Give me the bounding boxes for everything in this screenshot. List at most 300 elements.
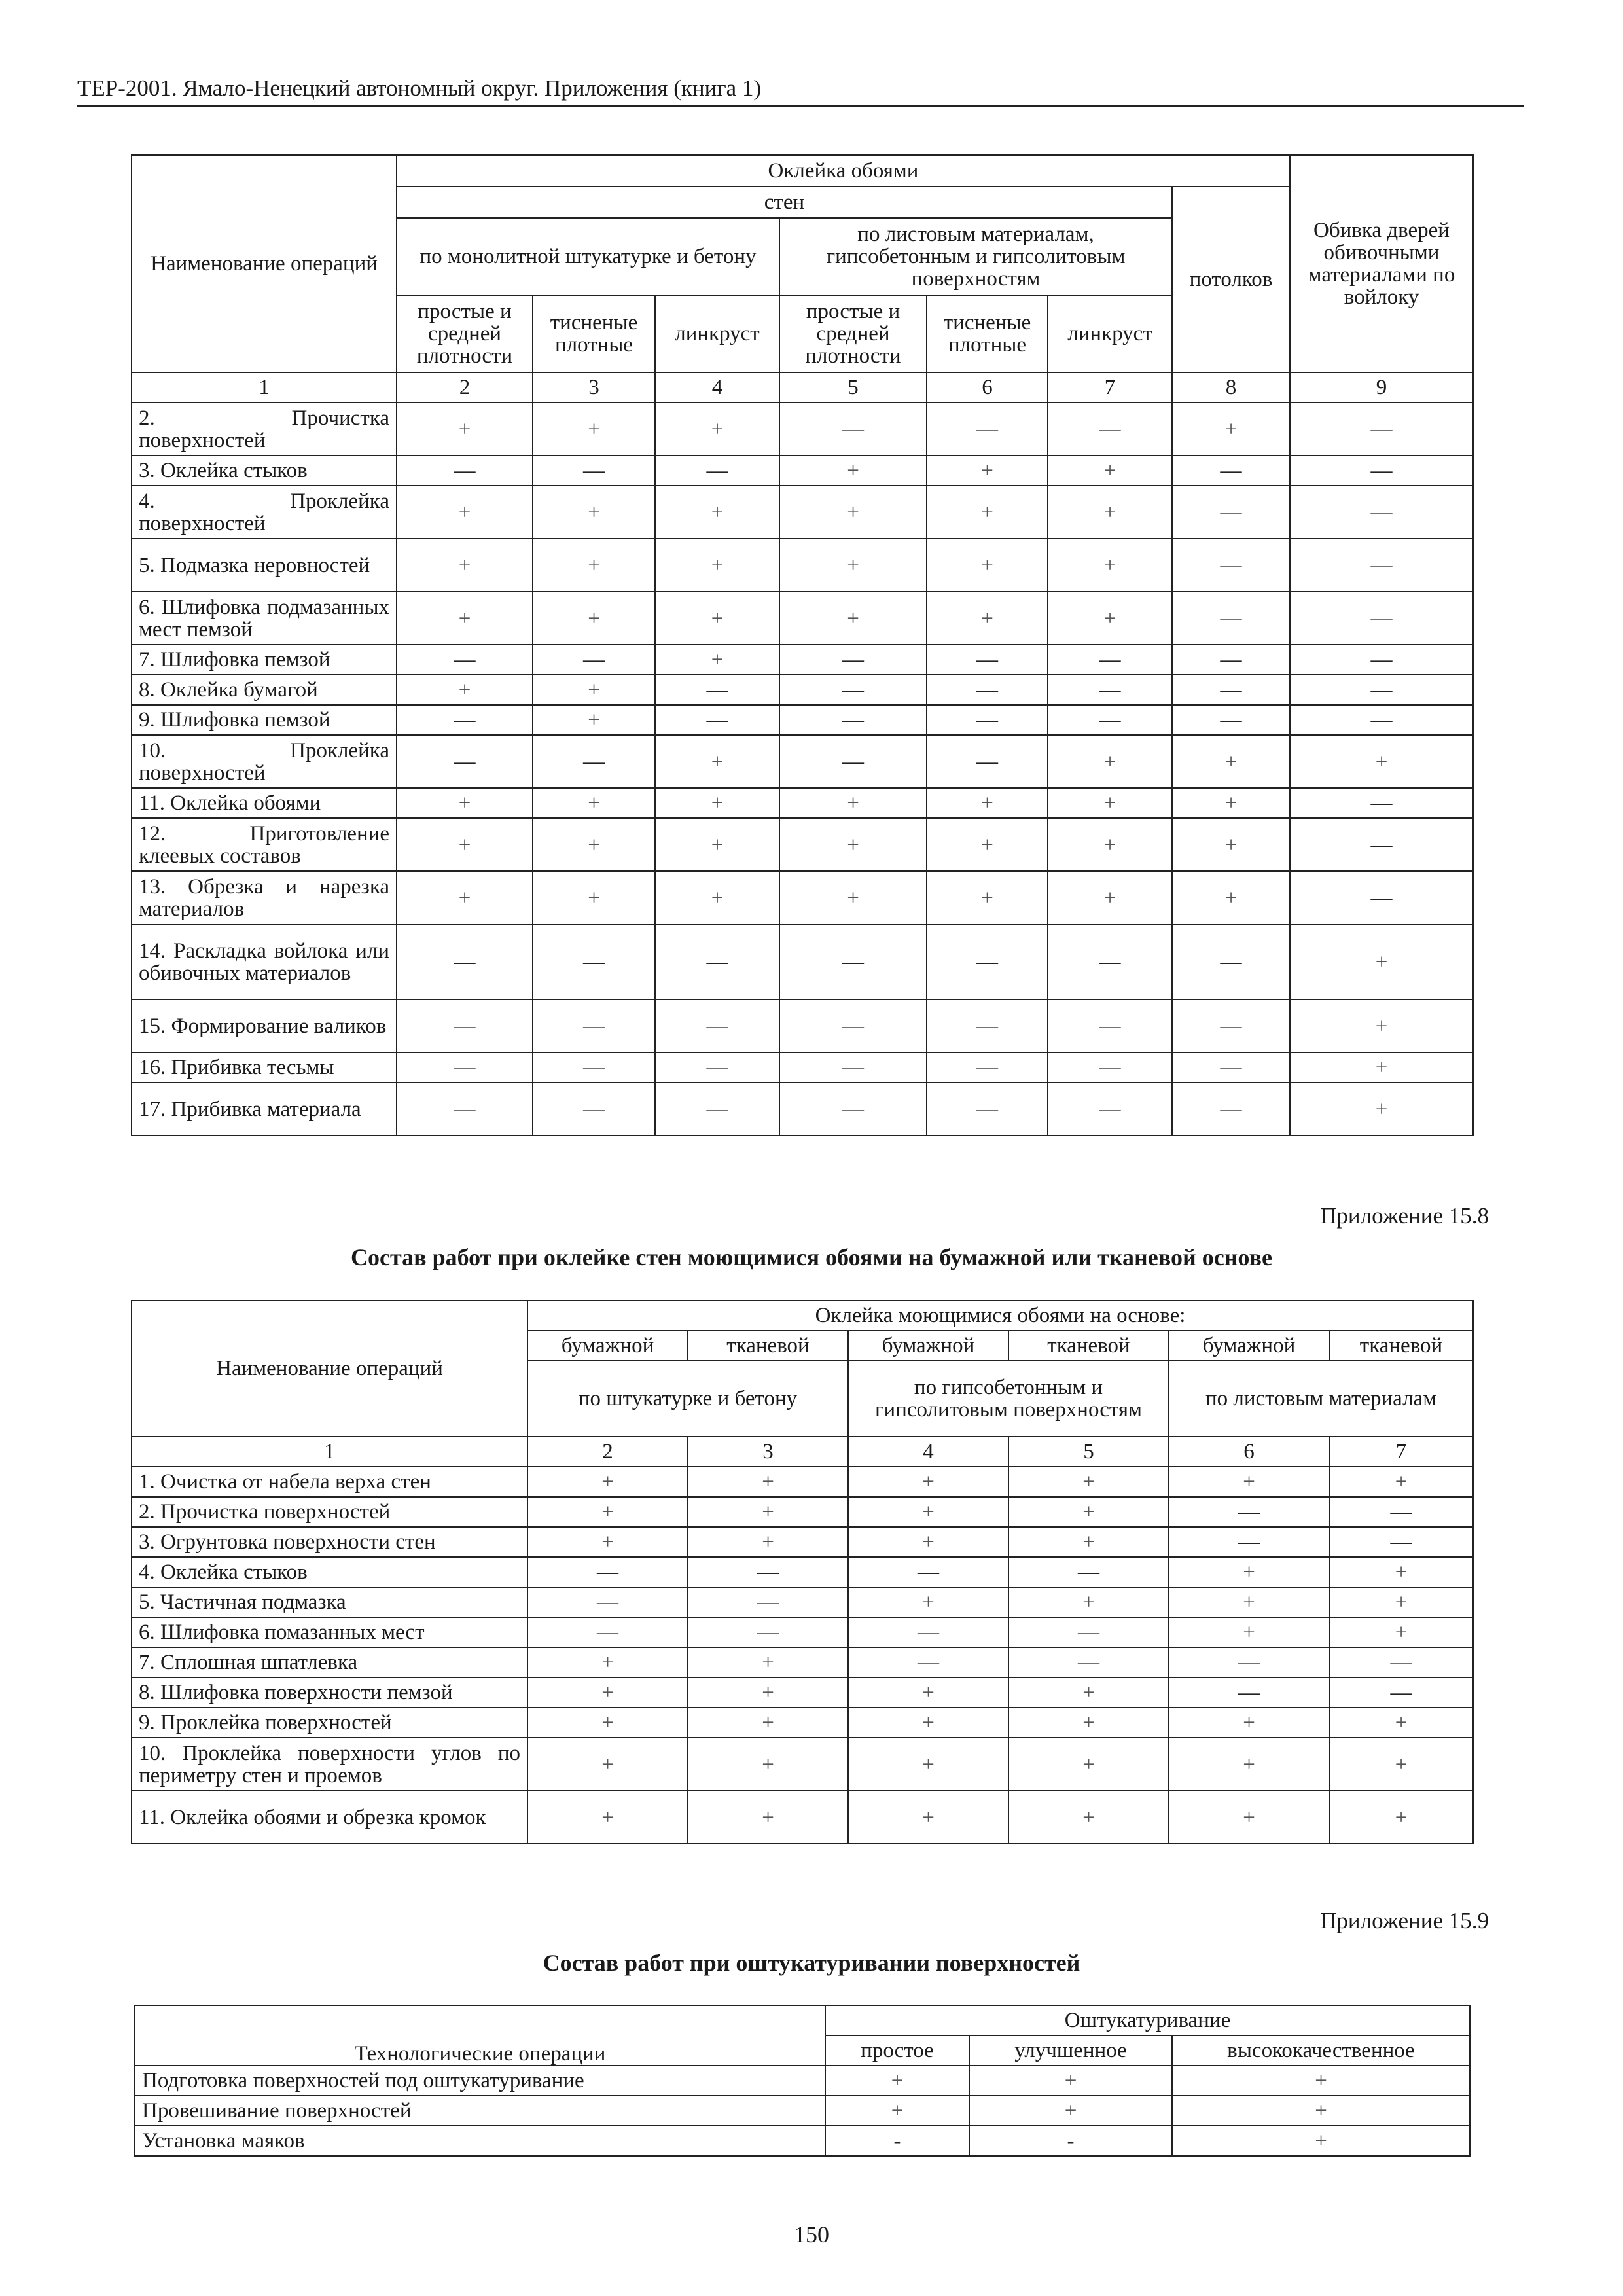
table-cell-value: — xyxy=(397,1052,533,1083)
header-plastering: Оштукатуривание xyxy=(825,2005,1470,2036)
table-cell-value: + xyxy=(779,592,927,645)
operation-name: 6. Шлифовка подмазанных мест пемзой xyxy=(132,592,397,645)
table-cell-value: — xyxy=(397,999,533,1052)
table-cell-value: — xyxy=(397,924,533,999)
table-cell-value: + xyxy=(825,2066,969,2096)
table-cell-value: + xyxy=(533,403,655,456)
table-cell-value: + xyxy=(397,403,533,456)
table-cell-value: — xyxy=(397,645,533,675)
header-operation-name: Наименование операций xyxy=(132,1300,527,1437)
table-cell-value: — xyxy=(927,735,1048,788)
table-cell-value: — xyxy=(779,999,927,1052)
operation-name: 4. Проклейка поверхностей xyxy=(132,486,397,539)
table-cell-value: — xyxy=(1290,456,1473,486)
table-cell-value: — xyxy=(848,1557,1008,1587)
table-cell-value: + xyxy=(533,486,655,539)
table-cell-value: — xyxy=(1290,592,1473,645)
header-paper: бумажной xyxy=(848,1331,1008,1361)
table-cell-value: — xyxy=(779,1083,927,1136)
table-row xyxy=(135,2126,1470,2156)
table-cell-value: + xyxy=(688,1677,848,1708)
table-cell-value: + xyxy=(1008,1738,1169,1791)
table-cell-value: — xyxy=(1172,999,1290,1052)
header-washable-group: Оклейка моющимися обоями на основе: xyxy=(527,1300,1473,1331)
operation-name: 13. Обрезка и нарезка материалов xyxy=(132,871,397,924)
header-simple: простые и средней плотности xyxy=(779,295,927,372)
table-row xyxy=(132,1647,1473,1677)
header-fabric: тканевой xyxy=(688,1331,848,1361)
table-cell-value: + xyxy=(655,788,779,818)
table-cell-value: + xyxy=(848,1791,1008,1844)
table-cell-value: + xyxy=(1172,735,1290,788)
table-cell-value: + xyxy=(397,486,533,539)
table-cell-value: + xyxy=(848,1467,1008,1497)
table-cell-value: + xyxy=(688,1497,848,1527)
table-cell-value: + xyxy=(1329,1467,1473,1497)
table-cell-value: + xyxy=(655,592,779,645)
table-cell-value: + xyxy=(927,592,1048,645)
table-cell-value: + xyxy=(1329,1738,1473,1791)
table-cell-value: — xyxy=(1008,1557,1169,1587)
header-paper: бумажной xyxy=(527,1331,688,1361)
table-row xyxy=(132,1617,1473,1647)
table-cell-value: — xyxy=(1008,1617,1169,1647)
table-cell-value: — xyxy=(655,456,779,486)
table-cell-value: + xyxy=(688,1467,848,1497)
table-cell-value: + xyxy=(1169,1557,1329,1587)
header-upholstery: Обивка дверей обивочными материалами по войлоку xyxy=(1290,155,1473,372)
table-cell-value: — xyxy=(779,1052,927,1083)
table-cell-value: — xyxy=(1172,924,1290,999)
table-cell-value: + xyxy=(1008,1708,1169,1738)
table-row xyxy=(132,486,1473,539)
table-cell-value: + xyxy=(527,1708,688,1738)
table-cell-value: — xyxy=(848,1617,1008,1647)
table-cell-value: — xyxy=(927,675,1048,705)
table-cell-value: — xyxy=(1329,1527,1473,1557)
table-cell-value: + xyxy=(1008,1527,1169,1557)
table-cell-value: + xyxy=(397,592,533,645)
table-cell-value: — xyxy=(1290,645,1473,675)
table-cell-value: — xyxy=(779,675,927,705)
table-row xyxy=(132,1738,1473,1791)
table-cell-value: — xyxy=(1329,1497,1473,1527)
table-cell-value: — xyxy=(397,705,533,735)
table-cell-value: - xyxy=(825,2126,969,2156)
table-cell-value: + xyxy=(927,456,1048,486)
table-cell-value: — xyxy=(397,1083,533,1136)
column-number: 7 xyxy=(1329,1437,1473,1467)
table-cell-value: + xyxy=(1172,2126,1470,2156)
table-cell-value: — xyxy=(397,735,533,788)
table-cell-value: — xyxy=(1048,1052,1172,1083)
table-cell-value: — xyxy=(1169,1497,1329,1527)
table-row xyxy=(132,735,1473,788)
table-cell-value: — xyxy=(779,735,927,788)
operation-name: 7. Сплошная шпатлевка xyxy=(132,1647,527,1677)
table-cell-value: + xyxy=(927,486,1048,539)
operation-name: Подготовка поверхностей под оштукатуривание xyxy=(135,2066,825,2096)
table-cell-value: + xyxy=(1329,1791,1473,1844)
column-number: 3 xyxy=(688,1437,848,1467)
table-cell-value: + xyxy=(1290,1083,1473,1136)
table-row xyxy=(132,818,1473,871)
table-cell-value: + xyxy=(1172,871,1290,924)
header-lincrusta: линкруст xyxy=(655,295,779,372)
column-number-row xyxy=(132,1437,1473,1467)
table-row xyxy=(132,705,1473,735)
table-cell-value: + xyxy=(1008,1677,1169,1708)
header-paper: бумажной xyxy=(1169,1331,1329,1361)
header-operation-name: Наименование операций xyxy=(132,155,397,372)
section-title: Состав работ при оштукатуривании поверхностей xyxy=(543,1950,1080,1976)
table-cell-value: — xyxy=(1329,1677,1473,1708)
table-cell-value: + xyxy=(848,1527,1008,1557)
column-number: 2 xyxy=(397,372,533,403)
table-cell-value: — xyxy=(1169,1647,1329,1677)
table-row xyxy=(132,456,1473,486)
operation-name: 10. Проклейка поверхностей xyxy=(132,735,397,788)
table-cell-value: + xyxy=(397,539,533,592)
table-cell-value: + xyxy=(1169,1617,1329,1647)
header-sheet: по листовым материалам, гипсобетонным и гипсолитовым поверхностям xyxy=(779,218,1172,295)
table-cell-value: + xyxy=(848,1738,1008,1791)
table-cell-value: + xyxy=(655,539,779,592)
table-cell-value: — xyxy=(779,645,927,675)
header-fabric: тканевой xyxy=(1008,1331,1169,1361)
table-cell-value: + xyxy=(527,1527,688,1557)
table-row xyxy=(132,592,1473,645)
table-row xyxy=(132,999,1473,1052)
table-cell-value: — xyxy=(1290,788,1473,818)
header-tech-operations: Технологические операции xyxy=(135,2005,825,2066)
table-cell-value: + xyxy=(533,675,655,705)
operation-name: 12. Приготовление клеевых составов xyxy=(132,818,397,871)
table-cell-value: + xyxy=(655,871,779,924)
table-row xyxy=(135,2096,1470,2126)
table-cell-value: — xyxy=(1172,539,1290,592)
operation-name: 1. Очистка от набела верха стен xyxy=(132,1467,527,1497)
table-cell-value: + xyxy=(927,788,1048,818)
column-number: 5 xyxy=(1008,1437,1169,1467)
table-cell-value: — xyxy=(533,999,655,1052)
table-cell-value: + xyxy=(1048,539,1172,592)
table-cell-value: + xyxy=(533,539,655,592)
table-cell-value: — xyxy=(533,1052,655,1083)
table-row xyxy=(135,2066,1470,2096)
table-cell-value: + xyxy=(655,486,779,539)
column-number: 4 xyxy=(655,372,779,403)
table-cell-value: — xyxy=(1172,1052,1290,1083)
table-cell-value: + xyxy=(927,539,1048,592)
table-row xyxy=(132,403,1473,456)
table-cell-value: — xyxy=(527,1587,688,1617)
table-cell-value: — xyxy=(927,645,1048,675)
table-cell-value: — xyxy=(779,705,927,735)
operation-name: 16. Прибивка тесьмы xyxy=(132,1052,397,1083)
table-cell-value: — xyxy=(1172,705,1290,735)
header-sheet: по листовым материалам xyxy=(1169,1361,1473,1437)
operation-name: 4. Оклейка стыков xyxy=(132,1557,527,1587)
column-number: 1 xyxy=(132,372,397,403)
column-number: 3 xyxy=(533,372,655,403)
header-walls: стен xyxy=(397,187,1172,218)
table-cell-value: + xyxy=(1008,1791,1169,1844)
table-cell-value: + xyxy=(527,1791,688,1844)
table-cell-value: - xyxy=(969,2126,1172,2156)
column-number: 8 xyxy=(1172,372,1290,403)
table-cell-value: + xyxy=(1048,592,1172,645)
table-cell-value: — xyxy=(1172,675,1290,705)
table-cell-value: — xyxy=(1008,1647,1169,1677)
table-cell-value: + xyxy=(1172,403,1290,456)
table-row xyxy=(132,675,1473,705)
header-improved: улучшенное xyxy=(969,2036,1172,2066)
table-cell-value: — xyxy=(927,1083,1048,1136)
table-cell-value: — xyxy=(1048,1083,1172,1136)
table-cell-value: — xyxy=(779,403,927,456)
table-cell-value: + xyxy=(1169,1708,1329,1738)
table-cell-value: + xyxy=(779,871,927,924)
table-cell-value: + xyxy=(1172,2096,1470,2126)
table-cell-value: + xyxy=(779,456,927,486)
table-cell-value: + xyxy=(1048,818,1172,871)
operation-name: 9. Проклейка поверхностей xyxy=(132,1708,527,1738)
table-cell-value: — xyxy=(927,999,1048,1052)
header-monolith: по монолитной штукатурке и бетону xyxy=(397,218,779,295)
table-cell-value: — xyxy=(688,1557,848,1587)
table-cell-value: + xyxy=(1172,818,1290,871)
header-embossed: тисненые плотные xyxy=(927,295,1048,372)
operation-name: 11. Оклейка обоями xyxy=(132,788,397,818)
header-simple: простое xyxy=(825,2036,969,2066)
header-embossed: тисненые плотные xyxy=(533,295,655,372)
table-cell-value: — xyxy=(1048,924,1172,999)
wallpaper-operations-table xyxy=(131,154,1474,1136)
column-number: 2 xyxy=(527,1437,688,1467)
table-cell-value: + xyxy=(825,2096,969,2126)
table-cell-value: — xyxy=(1048,705,1172,735)
operation-name: Провешивание поверхностей xyxy=(135,2096,825,2126)
plastering-table xyxy=(134,2005,1471,2157)
operation-name: 14. Раскладка войлока или обивочных материалов xyxy=(132,924,397,999)
table-cell-value: — xyxy=(655,924,779,999)
table-cell-value: + xyxy=(1048,788,1172,818)
column-number: 5 xyxy=(779,372,927,403)
table-row xyxy=(132,924,1473,999)
table-cell-value: — xyxy=(533,924,655,999)
table-cell-value: — xyxy=(1172,486,1290,539)
table-row xyxy=(132,1587,1473,1617)
table-cell-value: + xyxy=(1169,1467,1329,1497)
column-number-row xyxy=(132,372,1473,403)
table-cell-value: — xyxy=(1290,403,1473,456)
table-cell-value: + xyxy=(655,403,779,456)
table-cell-value: — xyxy=(1048,675,1172,705)
table-cell-value: + xyxy=(1172,2066,1470,2096)
table-cell-value: + xyxy=(779,788,927,818)
table-cell-value: — xyxy=(1169,1527,1329,1557)
table-cell-value: — xyxy=(655,675,779,705)
table-cell-value: — xyxy=(927,1052,1048,1083)
table-cell-value: — xyxy=(1048,999,1172,1052)
table-cell-value: — xyxy=(1172,645,1290,675)
table-row xyxy=(132,1791,1473,1844)
operation-name: 2. Прочистка поверхностей xyxy=(132,1497,527,1527)
table-cell-value: — xyxy=(1169,1677,1329,1708)
table-row xyxy=(132,645,1473,675)
table-cell-value: — xyxy=(927,403,1048,456)
washable-wallpaper-table xyxy=(131,1300,1474,1844)
table-row xyxy=(132,1467,1473,1497)
header-wallpaper: Оклейка обоями xyxy=(397,155,1290,187)
table-cell-value: — xyxy=(1048,403,1172,456)
operation-name: 3. Огрунтовка поверхности стен xyxy=(132,1527,527,1557)
column-number: 4 xyxy=(848,1437,1008,1467)
header-ceiling: потолков xyxy=(1172,187,1290,372)
running-header: ТЕР-2001. Ямало-Ненецкий автономный округ. Приложения (книга 1) xyxy=(77,74,1524,107)
table-cell-value: + xyxy=(1048,456,1172,486)
table-cell-value: + xyxy=(527,1647,688,1677)
table-cell-value: + xyxy=(1172,788,1290,818)
table-row xyxy=(132,539,1473,592)
table-cell-value: + xyxy=(527,1677,688,1708)
table-cell-value: — xyxy=(655,705,779,735)
table-cell-value: — xyxy=(655,1052,779,1083)
table-cell-value: + xyxy=(397,818,533,871)
table-row xyxy=(132,1083,1473,1136)
table-cell-value: — xyxy=(1329,1647,1473,1677)
table-cell-value: + xyxy=(397,788,533,818)
table-cell-value: + xyxy=(1329,1557,1473,1587)
table-cell-value: — xyxy=(655,999,779,1052)
operation-name: 8. Оклейка бумагой xyxy=(132,675,397,705)
table-cell-value: + xyxy=(1290,1052,1473,1083)
operation-name: 2. Прочистка поверхностей xyxy=(132,403,397,456)
table-cell-value: — xyxy=(533,735,655,788)
table-cell-value: — xyxy=(533,645,655,675)
table-cell-value: — xyxy=(1172,1083,1290,1136)
table-cell-value: — xyxy=(688,1587,848,1617)
table-cell-value: + xyxy=(533,705,655,735)
table-row xyxy=(132,1708,1473,1738)
table-row xyxy=(132,1497,1473,1527)
appendix-label: Приложение 15.9 xyxy=(1320,1908,1489,1933)
table-cell-value: + xyxy=(1290,999,1473,1052)
page-number: 150 xyxy=(794,2221,829,2248)
table-cell-value: + xyxy=(655,735,779,788)
table-row xyxy=(132,1557,1473,1587)
table-cell-value: + xyxy=(1169,1738,1329,1791)
table-cell-value: + xyxy=(1008,1587,1169,1617)
table-cell-value: + xyxy=(848,1708,1008,1738)
appendix-label: Приложение 15.8 xyxy=(1320,1203,1489,1229)
operation-name: 7. Шлифовка пемзой xyxy=(132,645,397,675)
table-cell-value: + xyxy=(1008,1467,1169,1497)
header-gypsum: по гипсобетонным и гипсолитовым поверхностям xyxy=(848,1361,1169,1437)
table-cell-value: — xyxy=(1290,871,1473,924)
table-cell-value: — xyxy=(527,1557,688,1587)
table-cell-value: — xyxy=(927,924,1048,999)
table-cell-value: — xyxy=(779,924,927,999)
table-cell-value: + xyxy=(688,1708,848,1738)
table-cell-value: + xyxy=(655,645,779,675)
operation-name: 5. Частичная подмазка xyxy=(132,1587,527,1617)
section-title: Состав работ при оклейке стен моющимися обоями на бумажной или тканевой основе xyxy=(351,1244,1272,1270)
header-plaster: по штукатурке и бетону xyxy=(527,1361,848,1437)
table-cell-value: + xyxy=(533,818,655,871)
operation-name: 17. Прибивка материала xyxy=(132,1083,397,1136)
table-cell-value: + xyxy=(655,818,779,871)
table-cell-value: — xyxy=(1290,705,1473,735)
table-cell-value: + xyxy=(1048,871,1172,924)
operation-name: 6. Шлифовка помазанных мест xyxy=(132,1617,527,1647)
table-cell-value: — xyxy=(927,705,1048,735)
table-cell-value: + xyxy=(1290,735,1473,788)
table-row xyxy=(132,1052,1473,1083)
table-row xyxy=(132,788,1473,818)
table-cell-value: — xyxy=(533,1083,655,1136)
table-cell-value: — xyxy=(1172,456,1290,486)
operation-name: 15. Формирование валиков xyxy=(132,999,397,1052)
table-cell-value: + xyxy=(969,2066,1172,2096)
table-cell-value: + xyxy=(533,592,655,645)
table-cell-value: + xyxy=(1169,1587,1329,1617)
table-cell-value: + xyxy=(1329,1617,1473,1647)
table-cell-value: + xyxy=(779,539,927,592)
table-cell-value: — xyxy=(655,1083,779,1136)
table-cell-value: — xyxy=(1290,539,1473,592)
operation-name: 5. Подмазка неровностей xyxy=(132,539,397,592)
table-row xyxy=(132,1677,1473,1708)
table-cell-value: + xyxy=(848,1497,1008,1527)
column-number: 6 xyxy=(927,372,1048,403)
table-cell-value: + xyxy=(1169,1791,1329,1844)
table-cell-value: + xyxy=(397,871,533,924)
column-number: 9 xyxy=(1290,372,1473,403)
table-cell-value: + xyxy=(533,871,655,924)
table-cell-value: — xyxy=(1290,486,1473,539)
column-number: 1 xyxy=(132,1437,527,1467)
table-cell-value: + xyxy=(1048,486,1172,539)
table-cell-value: + xyxy=(848,1587,1008,1617)
table-cell-value: + xyxy=(688,1791,848,1844)
operation-name: 11. Оклейка обоями и обрезка кромок xyxy=(132,1791,527,1844)
table-cell-value: + xyxy=(779,818,927,871)
table-cell-value: — xyxy=(1290,818,1473,871)
table-cell-value: + xyxy=(1329,1587,1473,1617)
table-cell-value: — xyxy=(688,1617,848,1647)
table-cell-value: + xyxy=(533,788,655,818)
header-simple: простые и средней плотности xyxy=(397,295,533,372)
table-cell-value: — xyxy=(1172,592,1290,645)
table-row xyxy=(132,871,1473,924)
column-number: 7 xyxy=(1048,372,1172,403)
table-cell-value: + xyxy=(1329,1708,1473,1738)
table-cell-value: — xyxy=(848,1647,1008,1677)
table-cell-value: + xyxy=(527,1497,688,1527)
table-cell-value: + xyxy=(527,1467,688,1497)
table-cell-value: — xyxy=(397,456,533,486)
table-cell-value: + xyxy=(779,486,927,539)
operation-name: 10. Проклейка поверхности углов по периметру стен и проемов xyxy=(132,1738,527,1791)
table-cell-value: — xyxy=(1290,675,1473,705)
table-cell-value: + xyxy=(688,1647,848,1677)
operation-name: 9. Шлифовка пемзой xyxy=(132,705,397,735)
header-lincrusta: линкруст xyxy=(1048,295,1172,372)
table-cell-value: + xyxy=(969,2096,1172,2126)
operation-name: Установка маяков xyxy=(135,2126,825,2156)
